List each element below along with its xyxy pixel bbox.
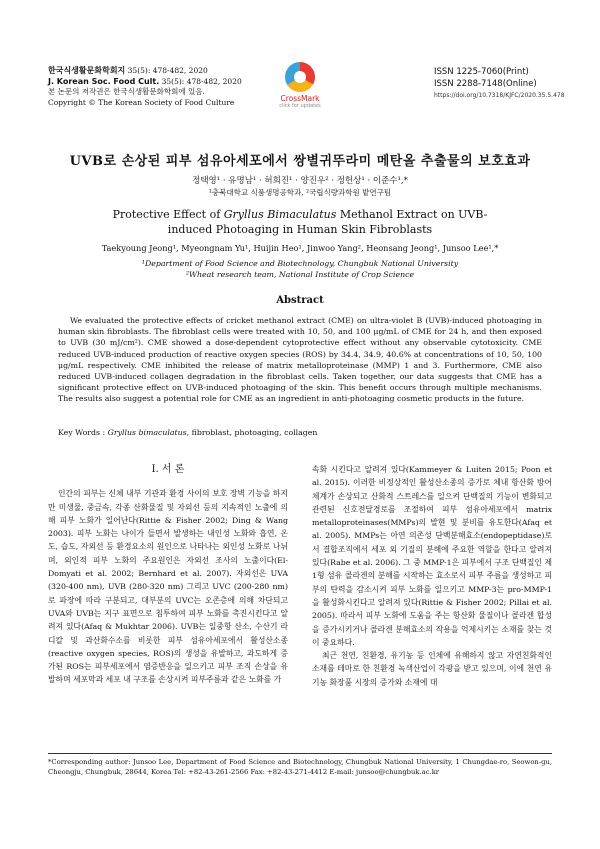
title-english <box>100 207 500 237</box>
abstract-text: We evaluated the protective effects of cricket methanol extract (CME) on ultra-violet B (UVB)-induced photoaging in human skin fibroblasts. The fibroblast cells were treated with 10, 50, and 100 μg/mL of CME for 24 h, and then exposed to UVB (30 mJ/cm²). CME showed a dose-dependent cytoprotective effect without any observable cytotoxicity. CME reduced UVB-induced production of reactive oxygen species (ROS) by 34.4, 34.9, 40.6% at concentrations of 10, 50, 100 μg/mL respectively. CME inhibited the release of matrix metalloproteinase (MMP) 1 and 3. Furthermore, CME also reduced UVB-induced collagen degradation in the fibroblast cells. Taken together, our data suggests that CME has a significant protective effect on UVB-induced photoaging of the skin. This benefit occurs through multiple mechanisms. The results also suggest a potential role for CME as an ingredient in anti-photoaging cosmetic products in the future. <box>58 316 542 404</box>
title-en-part1: Protective Effect of <box>112 208 224 221</box>
issn-online: ISSN 2288-7148(Online) <box>434 79 537 89</box>
crossmark-icon <box>285 62 315 92</box>
body-column-left <box>48 463 288 687</box>
title-en-species: Gryllus Bimaculatus <box>223 208 337 221</box>
keywords-species: Gryllus bimaculatus <box>107 428 187 437</box>
corresponding-author-footnote: *Corresponding author: Junsoo Lee, Department of Food Science and Biotechnology, Chungbuk National University, 1 Chungdae-ro, Seowon-gu, Cheongju, Chungbuk, 28644, Korea Tel: +82-43-261-2566 Fax: +82-43-271-4412 E-mail: junsoo@chungbuk.ac.kr <box>48 758 552 776</box>
issn-block <box>434 66 565 102</box>
journal-volume-ko: 35(5): 478-482, 2020 <box>125 66 208 75</box>
body-column-right <box>312 463 552 689</box>
affiliation-korean: ¹충북대학교 식품생명공학과, ²국립식량과학원 밭연구팀 <box>208 188 392 197</box>
copyright-note: 본 논문의 저작권은 한국식생활문화학회에 있음. <box>48 87 205 96</box>
journal-header <box>48 66 242 108</box>
affiliation-english <box>0 258 600 280</box>
journal-title-en: J. Korean Soc. Food Cult. <box>48 76 160 86</box>
authors-english: Taekyoung Jeong¹, Myeongnam Yu¹, Huijin Heo¹, Jinwoo Yang², Heonsang Jeong¹, Junsoo Lee¹,* <box>101 243 499 253</box>
title-korean: UVB로 손상된 피부 섬유아세포에서 쌍별귀뚜라미 메탄올 추출물의 보호효과 <box>69 154 531 169</box>
keywords-label: Key Words : <box>58 428 108 437</box>
journal-title-ko: 한국식생활문화학회지 <box>48 66 126 75</box>
crossmark-sublabel: click for updates <box>279 103 321 109</box>
affiliation-en-1: ¹Department of Food Science and Biotechnology, Chungbuk National University <box>141 259 459 268</box>
intro-paragraph-2: 최근 천연, 친환경, 유기농 등 인체에 유해하지 않고 자연친화적인 소재를 테마로 한 친환경 녹색산업이 각광을 받고 있으며, 이에 천연 유기농 화장품 시장의 증가와 소재에 대 <box>312 651 552 687</box>
journal-volume-en: 35(5): 478-482, 2020 <box>159 76 242 86</box>
issn-print: ISSN 1225-7060(Print) <box>434 67 529 77</box>
footnote-divider <box>48 753 552 754</box>
keywords <box>58 428 542 437</box>
intro-paragraph-1-cont: 속화 시킨다고 알려져 있다(Kammeyer & Luiten 2015; Poon et al. 2015). 이러한 비정상적인 활성산소종의 증가로 체내 항산화 방어체계가 손상되고 산화적 스트레스를 일으켜 단백질의 기능이 변화되고 관련된 신호전달경로를 조절하여 피부 섬유아세포에서 matrix metalloproteinases(MMPs)의 발현 및 분비를 유도한다(Afaq et al. 2005). MMPs는 아연 의존성 단백분해효소(endopeptidase)로서 결합조직에서 세포 외 기질의 분해에 주요한 역할을 한다고 알려져 있다(Rabe et al. 2006). 그 중 MMP-1은 피부에서 구조 단백질인 제1형 섬유 콜라겐의 분해를 시작하는 효소로서 피부 주름을 생성하고 피부의 탄력을 감소시켜 피부 노화를 일으키고 MMP-3는 pro-MMP-1을 활성화시킨다고 알려져 있다(Rittie & Fisher 2002; Pillai et al. 2005). 따라서 피부 노화에 도움을 주는 항산화 물질이나 콜라겐 합성을 증가시키거나 콜라겐 분해효소의 작용을 억제시키는 소재를 찾는 것이 중요하다. <box>312 465 552 647</box>
keywords-rest: , fibroblast, photoaging, collagen <box>186 428 318 437</box>
crossmark-badge[interactable] <box>270 62 330 109</box>
affiliation-en-2: ²Wheat research team, National Institute of Crop Science <box>185 270 415 279</box>
copyright: Copyright © The Korean Society of Food Culture <box>48 97 235 107</box>
title-en-part2: Methanol Extract on UVB-induced Photoaging in Human Skin Fibroblasts <box>167 208 488 236</box>
abstract-heading: Abstract <box>276 295 324 306</box>
section-heading: I. 서 론 <box>151 464 185 475</box>
crossmark-label: CrossMark <box>280 94 320 103</box>
doi-link[interactable]: https://doi.org/10.7318/KJFC/2020.35.5.478 <box>434 92 565 99</box>
intro-paragraph-1: 인간의 피부는 신체 내부 기관과 환경 사이의 보호 장벽 기능을 하지만 미생물, 중금속, 각종 산화물질 및 자외선 등의 지속적인 노출에 의해 피부 노화가 일어난다(Rittie & Fisher 2002; Ding & Wang 2003). 피부 노화는 나이가 들면서 발생하는 내인성 노화와 흡연, 온도, 습도, 자외선 등 환경요소의 원인으로 나타나는 외인성 노화로 나뉘며, 외인적 피부 노화의 주요원인은 자외선 조사의 노출이다(El-Domyati et al. 2002; Bernhard et al. 2007). 자외선은 UVA (320-400 nm), UVB (280-320 nm) 그리고 UVC (200-280 nm)로 파장에 따라 구분되고, 대부분의 UVC는 오존층에 의해 차단되고 UVA와 UVB는 지구 표면으로 침투하여 피부 노화를 촉진시킨다고 알려져 있다(Afaq & Mukhtar 2006). UVB는 일중항 산소, 수산기 라디칼 및 과산화수소를 비롯한 피부 섬유아세포에서 활성산소종(reactive oxygen species, ROS)의 생성을 유발하고, 과도하게 증가된 ROS는 피부세포에서 염증반응을 일으키고 피부 조직 손상을 유발하며 세포막과 세포 내 구조를 손상시켜 피부주름과 같은 노화를 가 <box>48 489 288 685</box>
authors-korean: 정택영¹ · 유명남¹ · 허희진¹ · 양진우² · 정헌상¹ · 이준수¹,* <box>192 176 408 186</box>
